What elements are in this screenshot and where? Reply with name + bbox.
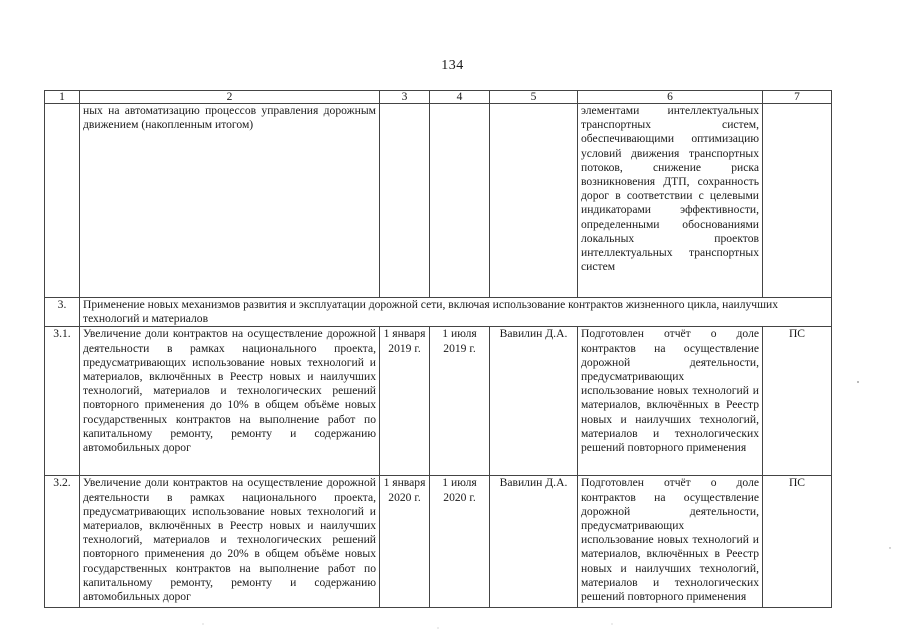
- section-title: Применение новых механизмов развития и эксплуатации дорожной сети, включая использование контрактов жизненного цикла, наилучших технологий и материалов: [80, 298, 832, 327]
- table-row: [45, 327, 832, 476]
- row-number: 3.1.: [45, 327, 80, 476]
- table-row: [45, 476, 832, 608]
- row-result: Подготовлен отчёт о доле контрактов на осуществление дорожной деятельности, предусматривающих использование новых технологий и материалов, включённых в Реестр новых и наилучших технологий, материалов и технологических решений повторного применения: [578, 327, 763, 476]
- row-end-date: 1 июля 2019 г.: [430, 327, 490, 476]
- cell-empty: [490, 104, 578, 298]
- row-type: ПС: [763, 327, 832, 476]
- plan-table: [44, 90, 832, 608]
- row-responsible: Вавилин Д.А.: [490, 476, 578, 608]
- cell-empty: [380, 104, 430, 298]
- column-number-4: 4: [430, 91, 490, 104]
- section-row: [45, 298, 832, 327]
- row-end-date: 1 июля 2020 г.: [430, 476, 490, 608]
- section-number: 3.: [45, 298, 80, 327]
- page-number: 134: [441, 58, 464, 73]
- row-description: Увеличение доли контрактов на осуществление дорожной деятельности в рамках национального проекта, предусматривающих использование новых технологий и материалов, включённых в Реестр новых и наилучших технологий, материалов и технологических решений повторного применения до 10% в общем объёме новых государственных контрактов на выполнение работ по капитальному ремонту, ремонту и содержанию автомобильных дорог: [80, 327, 380, 476]
- column-number-1: 1: [45, 91, 80, 104]
- row-start-date: 1 января 2019 г.: [380, 327, 430, 476]
- row-number: 3.2.: [45, 476, 80, 608]
- row-result: Подготовлен отчёт о доле контрактов на осуществление дорожной деятельности, предусматривающих использование новых технологий и материалов, включённых в Реестр новых и наилучших технологий, материалов и технологических решений повторного применения: [578, 476, 763, 608]
- continued-result: элементами интеллектуальных транспортных систем, обеспечивающими оптимизацию условий движения транспортных потоков, снижение риска возникновения ДТП, сохранность дорог в соответствии с целевыми индикаторами эффективности, определенными обоснованиями локальных проектов интеллектуальных транспортных систем: [578, 104, 763, 298]
- column-number-2: 2: [80, 91, 380, 104]
- cell-empty: [45, 104, 80, 298]
- row-type: ПС: [763, 476, 832, 608]
- continued-row: [45, 104, 832, 298]
- column-number-7: 7: [763, 91, 832, 104]
- column-number-6: 6: [578, 91, 763, 104]
- cell-empty: [763, 104, 832, 298]
- row-responsible: Вавилин Д.А.: [490, 327, 578, 476]
- cell-empty: [430, 104, 490, 298]
- row-start-date: 1 января 2020 г.: [380, 476, 430, 608]
- row-description: Увеличение доли контрактов на осуществление дорожной деятельности в рамках национального проекта, предусматривающих использование новых технологий и материалов, включённых в Реестр новых и наилучших технологий, материалов и технологических решений повторного применения до 20% в общем объёме новых государственных контрактов на выполнение работ по капитальному ремонту, ремонту и содержанию автомобильных дорог: [80, 476, 380, 608]
- column-number-3: 3: [380, 91, 430, 104]
- column-number-row: [45, 91, 832, 104]
- column-number-5: 5: [490, 91, 578, 104]
- continued-description: ных на автоматизацию процессов управления дорожным движением (накопленным итогом): [80, 104, 380, 298]
